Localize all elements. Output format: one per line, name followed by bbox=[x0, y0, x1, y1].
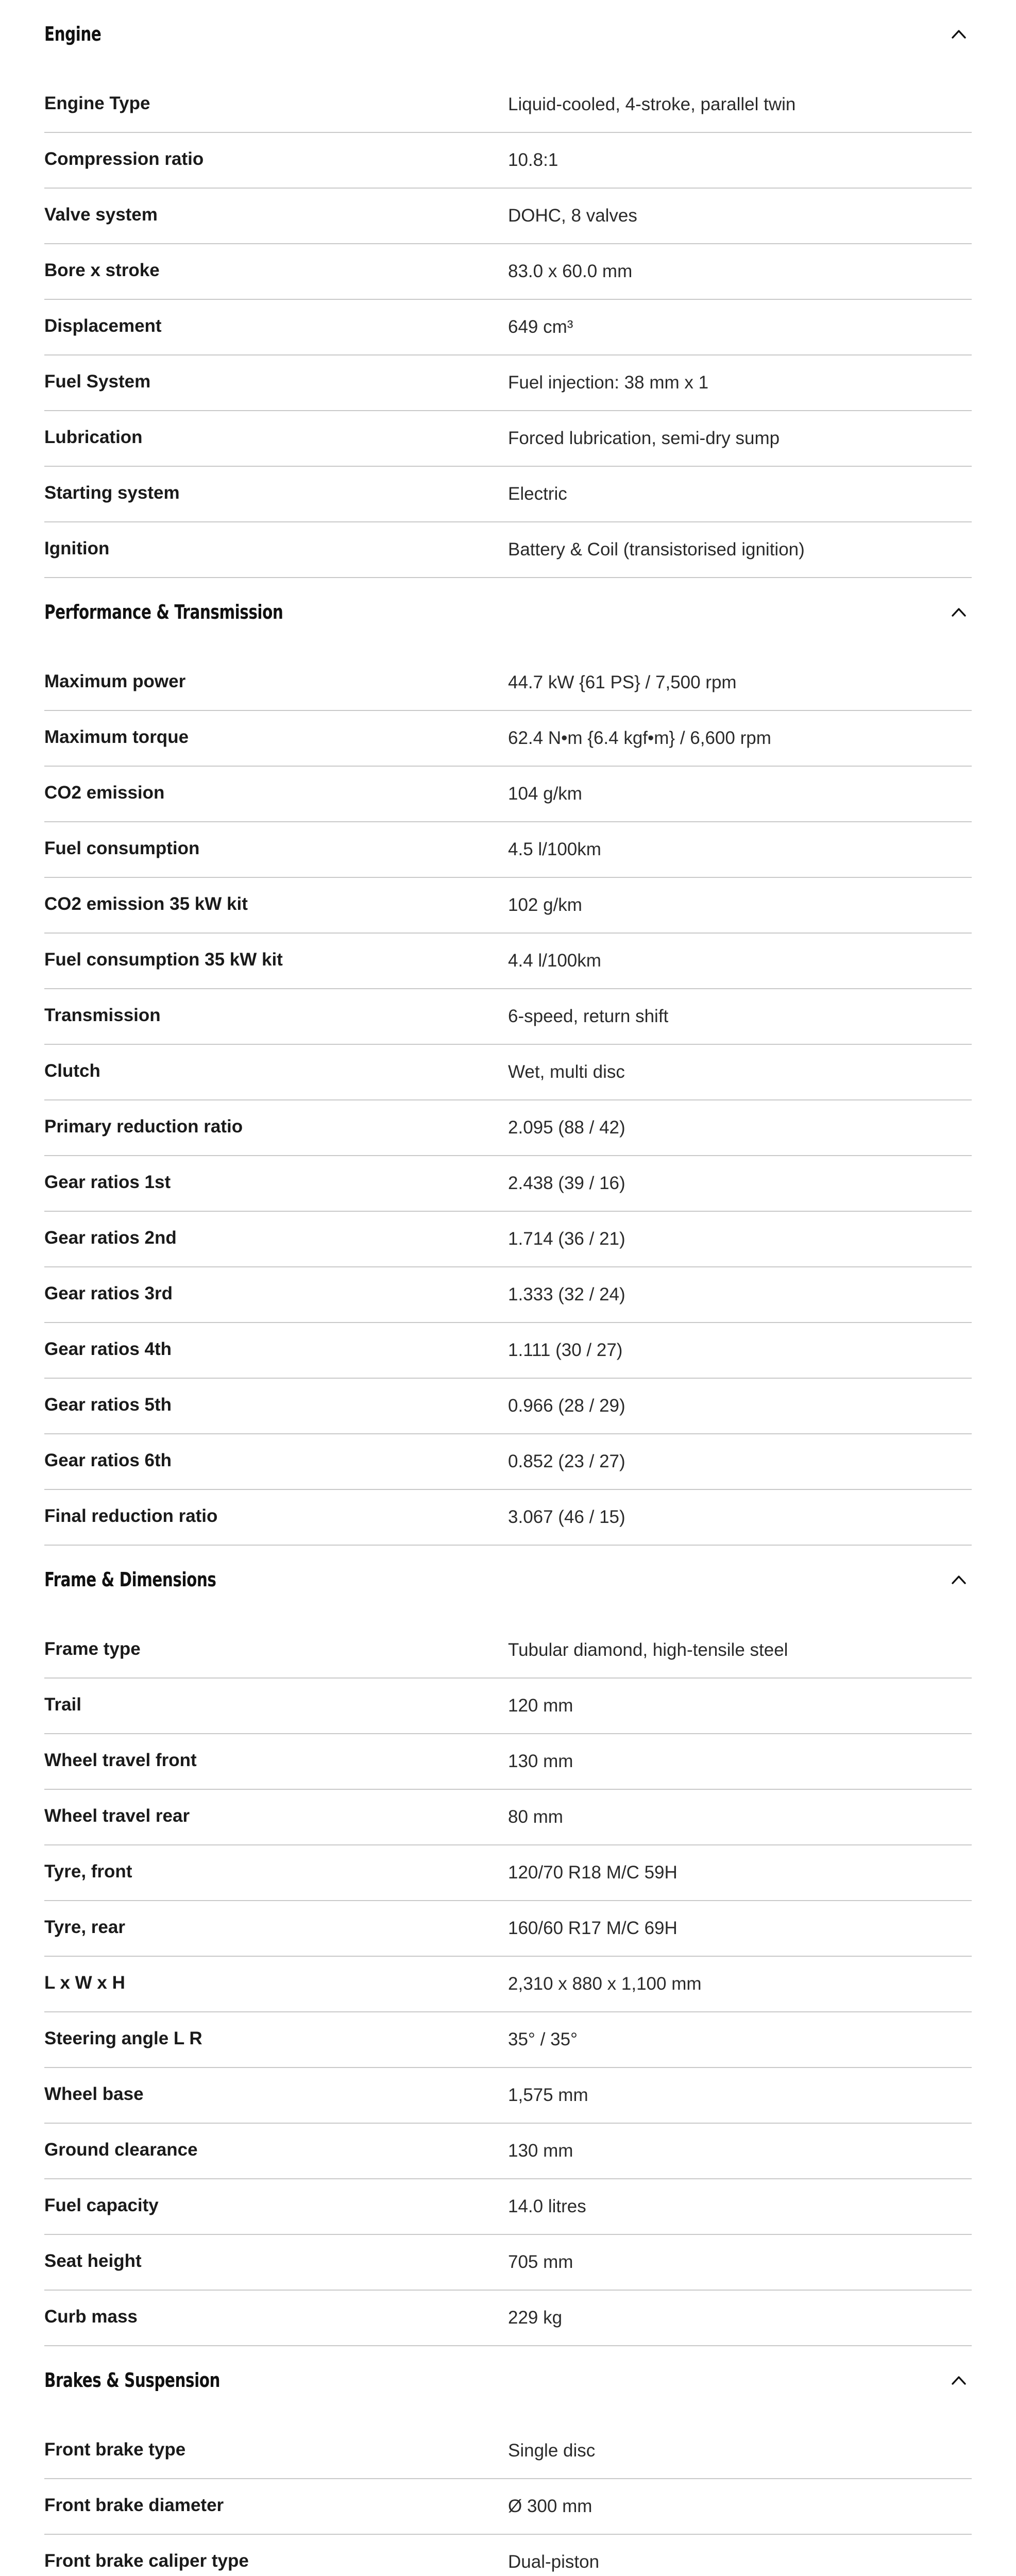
spec-value: DOHC, 8 valves bbox=[508, 206, 637, 226]
spec-row bbox=[0, 189, 1016, 244]
spec-label: Front brake diameter bbox=[44, 2495, 224, 2515]
spec-label: Gear ratios 6th bbox=[44, 1450, 172, 1470]
spec-row bbox=[0, 655, 1016, 711]
spec-label: Lubrication bbox=[44, 427, 143, 447]
spec-value: 35° / 35° bbox=[508, 2029, 578, 2049]
spec-table bbox=[0, 77, 1016, 578]
spec-row bbox=[0, 1323, 1016, 1379]
spec-label: Tyre, rear bbox=[44, 1917, 125, 1937]
spec-row bbox=[0, 1957, 1016, 2012]
spec-row bbox=[0, 1100, 1016, 1156]
spec-value: Fuel injection: 38 mm x 1 bbox=[508, 372, 709, 393]
spec-value: Electric bbox=[508, 484, 567, 504]
spec-label: Fuel capacity bbox=[44, 2195, 159, 2215]
spec-row bbox=[0, 2479, 1016, 2535]
chevron-up-icon[interactable] bbox=[951, 1574, 967, 1585]
spec-value: Wet, multi disc bbox=[508, 1062, 625, 1082]
spec-value: 120/70 R18 M/C 59H bbox=[508, 1862, 678, 1883]
spec-value: 2.095 (88 / 42) bbox=[508, 1117, 625, 1138]
spec-row bbox=[0, 2235, 1016, 2291]
section-title: Frame & Dimensions bbox=[44, 1568, 216, 1591]
chevron-up-icon[interactable] bbox=[951, 2375, 967, 2385]
spec-label: Front brake caliper type bbox=[44, 2551, 249, 2571]
spec-value: Forced lubrication, semi-dry sump bbox=[508, 428, 780, 448]
spec-row bbox=[0, 822, 1016, 878]
spec-value: 1.333 (32 / 24) bbox=[508, 1284, 625, 1304]
spec-label: Gear ratios 4th bbox=[44, 1339, 172, 1359]
spec-label: Front brake type bbox=[44, 2439, 186, 2460]
spec-label: L x W x H bbox=[44, 1973, 125, 1993]
spec-label: Ignition bbox=[44, 538, 110, 558]
spec-row bbox=[0, 934, 1016, 989]
spec-value: 1,575 mm bbox=[508, 2085, 588, 2105]
spec-label: Gear ratios 1st bbox=[44, 1172, 171, 1192]
spec-row bbox=[0, 2179, 1016, 2235]
spec-row bbox=[0, 1790, 1016, 1845]
section-toggle-frame-dimensions[interactable] bbox=[0, 1546, 1016, 1623]
section-title: Brakes & Suspension bbox=[44, 2369, 221, 2392]
spec-value: 44.7 kW {61 PS} / 7,500 rpm bbox=[508, 672, 737, 692]
spec-label: Bore x stroke bbox=[44, 260, 160, 280]
spec-value: 0.966 (28 / 29) bbox=[508, 1396, 625, 1416]
spec-row bbox=[0, 355, 1016, 411]
spec-row bbox=[0, 1434, 1016, 1490]
spec-label: Valve system bbox=[44, 205, 158, 225]
spec-value: Battery & Coil (transistorised ignition) bbox=[508, 539, 805, 560]
spec-value: Liquid-cooled, 4-stroke, parallel twin bbox=[508, 94, 796, 114]
spec-value: 1.111 (30 / 27) bbox=[508, 1340, 623, 1360]
spec-value: 2.438 (39 / 16) bbox=[508, 1173, 625, 1193]
spec-label: Transmission bbox=[44, 1005, 161, 1025]
spec-row bbox=[0, 1734, 1016, 1790]
spec-label: Tyre, front bbox=[44, 1861, 132, 1882]
spec-value: 62.4 N•m {6.4 kgf•m} / 6,600 rpm bbox=[508, 728, 771, 748]
spec-label: Clutch bbox=[44, 1061, 100, 1081]
spec-label: Seat height bbox=[44, 2251, 142, 2271]
spec-label: Wheel base bbox=[44, 2084, 144, 2104]
spec-label: Trail bbox=[44, 1694, 81, 1715]
spec-row bbox=[0, 300, 1016, 355]
spec-row bbox=[0, 2535, 1016, 2576]
spec-row bbox=[0, 77, 1016, 133]
section-toggle-performance-transmission[interactable] bbox=[0, 578, 1016, 655]
spec-value: 104 g/km bbox=[508, 784, 582, 804]
spec-table bbox=[0, 2424, 1016, 2576]
spec-row bbox=[0, 1845, 1016, 1901]
spec-row bbox=[0, 878, 1016, 934]
spec-value: 4.4 l/100km bbox=[508, 951, 601, 971]
spec-value: 10.8:1 bbox=[508, 150, 558, 170]
spec-label: Fuel System bbox=[44, 371, 151, 392]
spec-value: 130 mm bbox=[508, 1751, 573, 1771]
spec-row bbox=[0, 1901, 1016, 1957]
spec-section-brakes-suspension bbox=[0, 2346, 1016, 2576]
spec-label: Starting system bbox=[44, 483, 180, 503]
spec-label: Wheel travel front bbox=[44, 1750, 197, 1770]
spec-value: 229 kg bbox=[508, 2308, 563, 2328]
spec-row bbox=[0, 2124, 1016, 2179]
spec-value: Tubular diamond, high-tensile steel bbox=[508, 1640, 788, 1660]
chevron-up-icon[interactable] bbox=[951, 29, 967, 39]
spec-label: Maximum power bbox=[44, 671, 186, 691]
spec-label: Curb mass bbox=[44, 2307, 138, 2327]
spec-label: Gear ratios 3rd bbox=[44, 1283, 173, 1303]
spec-row bbox=[0, 1156, 1016, 1212]
spec-value: Ø 300 mm bbox=[508, 2496, 592, 2516]
spec-value: 1.714 (36 / 21) bbox=[508, 1229, 625, 1249]
spec-table bbox=[0, 655, 1016, 1546]
spec-row bbox=[0, 711, 1016, 767]
spec-row bbox=[0, 2424, 1016, 2479]
spec-value: 3.067 (46 / 15) bbox=[508, 1507, 625, 1527]
spec-value: 102 g/km bbox=[508, 895, 582, 915]
spec-value: 80 mm bbox=[508, 1807, 563, 1827]
spec-value: 14.0 litres bbox=[508, 2196, 586, 2216]
spec-label: Gear ratios 2nd bbox=[44, 1228, 177, 1248]
spec-row bbox=[0, 244, 1016, 300]
section-title: Engine bbox=[44, 23, 101, 45]
spec-value: 2,310 x 880 x 1,100 mm bbox=[508, 1974, 702, 1994]
spec-value: 6-speed, return shift bbox=[508, 1006, 669, 1026]
spec-label: Displacement bbox=[44, 316, 162, 336]
spec-row bbox=[0, 2012, 1016, 2068]
spec-row bbox=[0, 1045, 1016, 1100]
spec-label: CO2 emission 35 kW kit bbox=[44, 894, 248, 914]
spec-label: Frame type bbox=[44, 1639, 141, 1659]
spec-section-frame-dimensions bbox=[0, 1546, 1016, 2346]
spec-label: Engine Type bbox=[44, 93, 150, 113]
spec-section-performance-transmission bbox=[0, 578, 1016, 1546]
spec-value: 0.852 (23 / 27) bbox=[508, 1451, 625, 1471]
spec-value: 160/60 R17 M/C 69H bbox=[508, 1918, 678, 1938]
section-title: Performance & Transmission bbox=[44, 601, 283, 623]
spec-label: Primary reduction ratio bbox=[44, 1116, 243, 1137]
chevron-up-icon[interactable] bbox=[951, 607, 967, 617]
spec-row bbox=[0, 989, 1016, 1045]
spec-value: 130 mm bbox=[508, 2141, 573, 2161]
spec-label: Ground clearance bbox=[44, 2140, 198, 2160]
spec-value: 649 cm³ bbox=[508, 317, 573, 337]
spec-label: Maximum torque bbox=[44, 727, 189, 747]
spec-value: 120 mm bbox=[508, 1696, 573, 1716]
spec-row bbox=[0, 467, 1016, 522]
spec-row bbox=[0, 1490, 1016, 1546]
spec-value: Dual-piston bbox=[508, 2552, 600, 2572]
spec-row bbox=[0, 411, 1016, 467]
spec-label: Fuel consumption bbox=[44, 838, 200, 858]
spec-row bbox=[0, 1679, 1016, 1734]
spec-value: 705 mm bbox=[508, 2252, 573, 2272]
spec-row bbox=[0, 1267, 1016, 1323]
spec-row bbox=[0, 1212, 1016, 1267]
spec-label: Steering angle L R bbox=[44, 2028, 202, 2048]
spec-row bbox=[0, 2291, 1016, 2346]
spec-section-engine bbox=[0, 0, 1016, 578]
spec-row bbox=[0, 767, 1016, 822]
spec-row bbox=[0, 1379, 1016, 1434]
spec-value: 83.0 x 60.0 mm bbox=[508, 261, 633, 281]
spec-table bbox=[0, 1623, 1016, 2346]
spec-row bbox=[0, 522, 1016, 578]
spec-row bbox=[0, 133, 1016, 189]
spec-label: Fuel consumption 35 kW kit bbox=[44, 950, 283, 970]
spec-label: CO2 emission bbox=[44, 783, 165, 803]
spec-row bbox=[0, 1623, 1016, 1679]
spec-value: Single disc bbox=[508, 2441, 596, 2461]
spec-label: Gear ratios 5th bbox=[44, 1395, 172, 1415]
spec-row bbox=[0, 2068, 1016, 2124]
spec-label: Wheel travel rear bbox=[44, 1806, 190, 1826]
spec-label: Compression ratio bbox=[44, 149, 204, 169]
spec-label: Final reduction ratio bbox=[44, 1506, 218, 1526]
section-toggle-engine[interactable] bbox=[0, 0, 1016, 77]
spec-value: 4.5 l/100km bbox=[508, 839, 601, 859]
section-toggle-brakes-suspension[interactable] bbox=[0, 2346, 1016, 2424]
